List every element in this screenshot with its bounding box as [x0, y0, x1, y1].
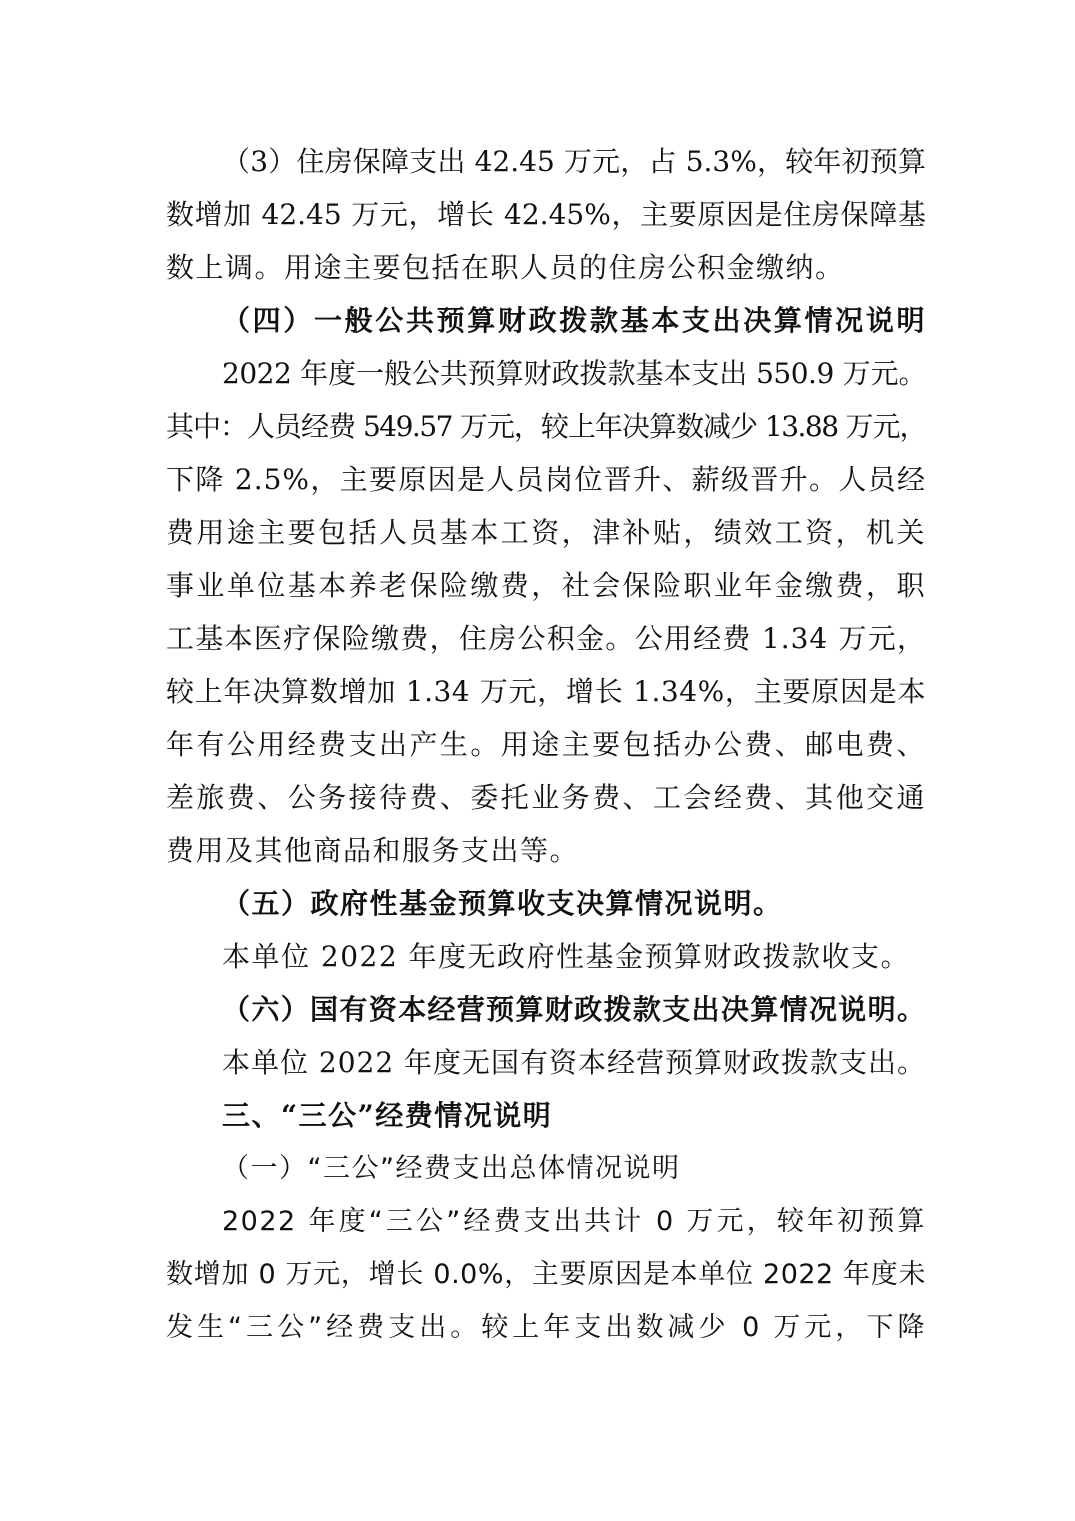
text-line: 工基本医疗保险缴费，住房公积金。公用经费 1.34 万元，: [166, 622, 926, 655]
section-heading: 三、“三公”经费情况说明: [222, 1099, 553, 1132]
text-line: 下降 2.5%，主要原因是人员岗位晋升、薪级晋升。人员经: [166, 463, 926, 496]
section-heading: （五）政府性基金预算收支决算情况说明。: [222, 887, 783, 920]
text-line: 费用途主要包括人员基本工资，津补贴，绩效工资，机关: [166, 516, 926, 549]
subsection-heading: （一）“三公”经费支出总体情况说明: [222, 1153, 681, 1184]
text-line: （3）住房保障支出 42.45 万元，占 5.3%，较年初预算: [222, 145, 926, 178]
text-line: 事业单位基本养老保险缴费，社会保险职业年金缴费，职: [166, 569, 926, 602]
text-line: 发生“三公”经费支出。较上年支出数减少 0 万元，下降: [166, 1312, 926, 1343]
text-line: 费用及其他商品和服务支出等。: [166, 834, 580, 867]
text-line: 数增加 0 万元，增长 0.0%，主要原因是本单位 2022 年度未: [166, 1259, 926, 1290]
text-line: 较上年决算数增加 1.34 万元，增长 1.34%，主要原因是本: [166, 675, 926, 708]
text-line: 2022 年度“三公”经费支出共计 0 万元，较年初预算: [222, 1206, 926, 1237]
text-line: 本单位 2022 年度无国有资本经营预算财政拨款支出。: [222, 1046, 927, 1079]
section-heading: （四）一般公共预算财政拨款基本支出决算情况说明: [222, 304, 926, 337]
text-line: 数上调。用途主要包括在职人员的住房公积金缴纳。: [166, 251, 845, 284]
section-heading: （六）国有资本经营预算财政拨款支出决算情况说明。: [222, 993, 926, 1026]
text-line: 年有公用经费支出产生。用途主要包括办公费、邮电费、: [166, 728, 926, 761]
text-line: 本单位 2022 年度无政府性基金预算财政拨款收支。: [222, 940, 911, 973]
text-line: 2022 年度一般公共预算财政拨款基本支出 550.9 万元。: [222, 357, 926, 390]
text-line: 数增加 42.45 万元，增长 42.45%，主要原因是住房保障基: [166, 198, 926, 231]
text-line: 差旅费、公务接待费、委托业务费、工会经费、其他交通: [166, 781, 926, 814]
text-line: 其中：人员经费 549.57 万元，较上年决算数减少 13.88 万元，: [166, 410, 926, 443]
